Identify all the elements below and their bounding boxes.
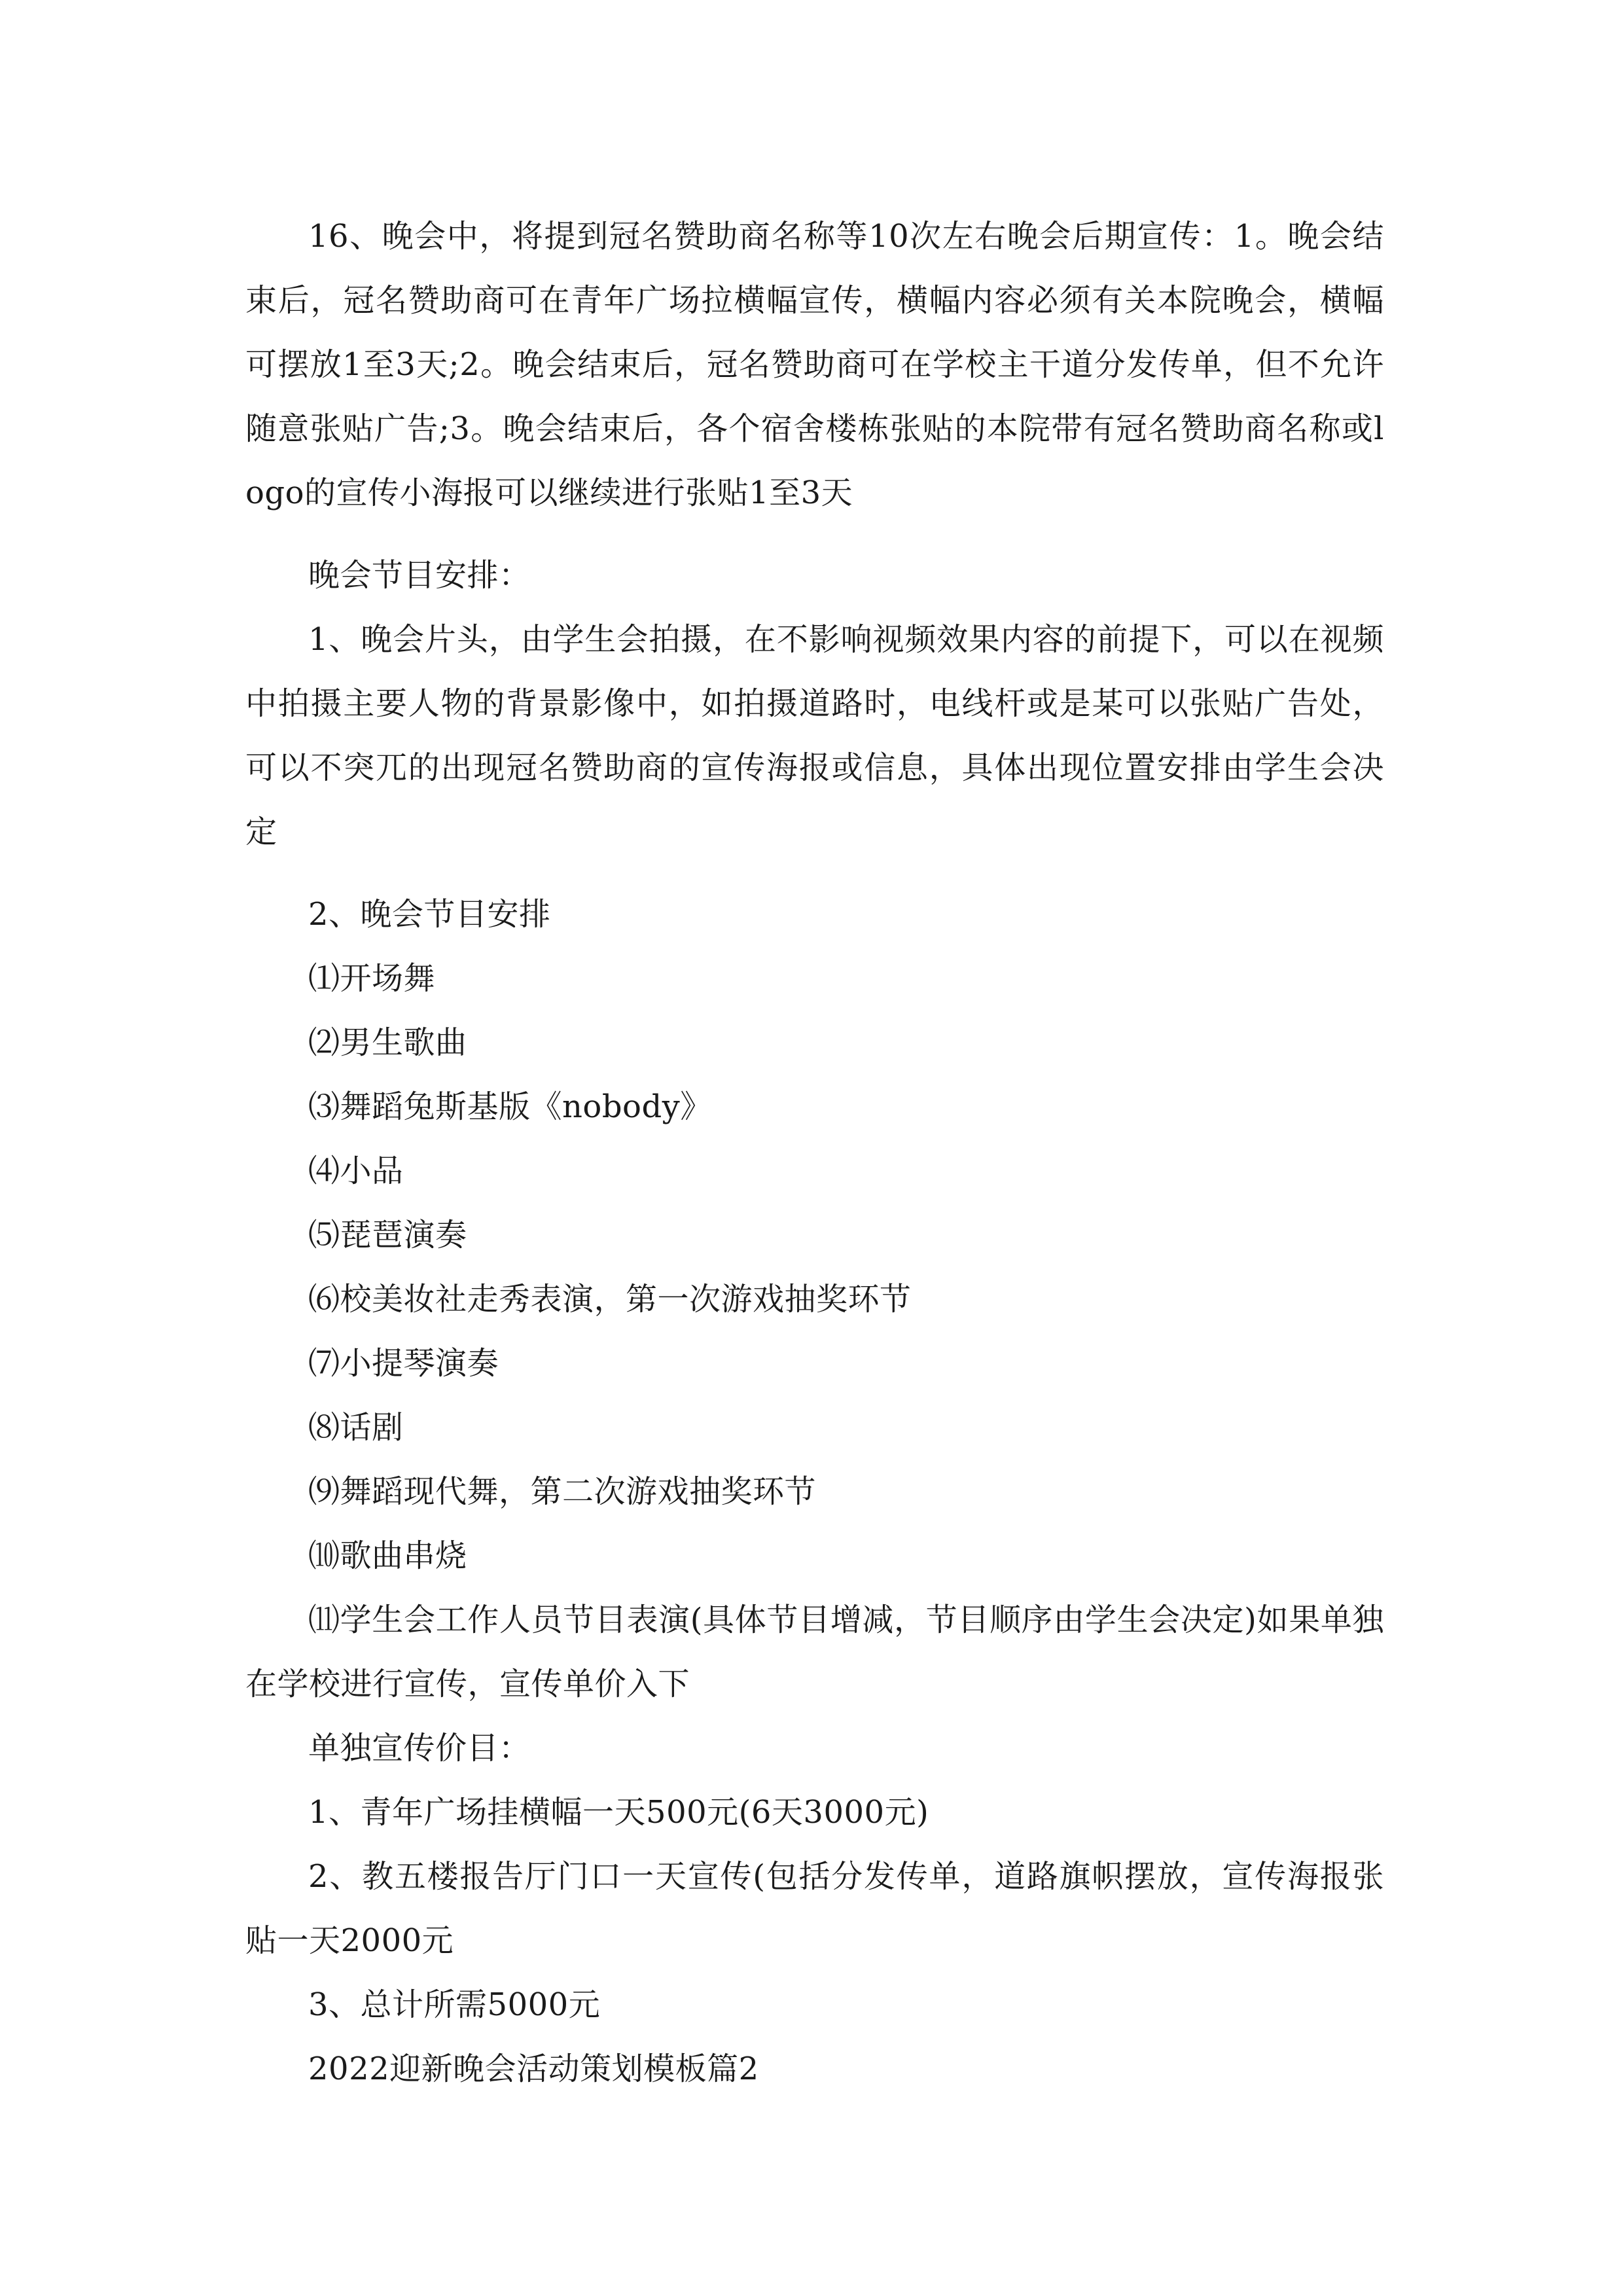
program-item: ⑸琵琶演奏 — [308, 1217, 467, 1253]
program-item: ⑹校美妆社走秀表演，第一次游戏抽奖环节 — [308, 1281, 912, 1318]
pricing-heading: 单独宣传价目： — [308, 1730, 531, 1767]
program-item: ⑻话剧 — [308, 1409, 404, 1446]
next-section-heading: 2022迎新晚会活动策划模板篇2 — [308, 2051, 759, 2087]
program-item: ⑵男生歌曲 — [308, 1024, 467, 1061]
pricing-item: 1、青年广场挂横幅一天500元(6天3000元) — [308, 1794, 929, 1831]
program-item-11-paragraph: ⑾学生会工作人员节目表演(具体节目增减，节目顺序由学生会决定)如果单独在学校进行宣传，宣传单价入下 — [245, 1602, 1384, 1702]
program-item: ⑺小提琴演奏 — [308, 1345, 499, 1382]
program-item: ⑽歌曲串烧 — [308, 1537, 467, 1574]
program-list-heading: 2、晚会节目安排 — [308, 896, 551, 933]
pricing-item: 3、总计所需5000元 — [308, 1986, 601, 2023]
program-item: ⑼舞蹈现代舞，第二次游戏抽奖环节 — [308, 1473, 817, 1510]
program-item: ⑶舞蹈兔斯基版《nobody》 — [308, 1088, 712, 1125]
pricing-item: 2、教五楼报告厅门口一天宣传(包括分发传单，道路旗帜摆放，宣传海报张贴一天2000元 — [245, 1858, 1384, 1959]
document-body — [245, 204, 1384, 2101]
opening-video-paragraph: 1、晚会片头，由学生会拍摄，在不影响视频效果内容的前提下，可以在视频中拍摄主要人物的背景影像中，如拍摄道路时，电线杆或是某可以张贴广告处，可以不突兀的出现冠名赞助商的宣传海报或信息，具体出现位置安排由学生会决定 — [245, 621, 1384, 850]
program-arrangement-heading: 晚会节目安排： — [308, 557, 531, 594]
sponsor-promotion-paragraph: 16、晚会中，将提到冠名赞助商名称等10次左右晚会后期宣传：1。晚会结束后，冠名赞助商可在青年广场拉横幅宣传，横幅内容必须有关本院晚会，横幅可摆放1至3天;2。晚会结束后，冠名赞助商可在学校主干道分发传单，但不允许随意张贴广告;3。晚会结束后，各个宿舍楼栋张贴的本院带有冠名赞助商名称或logo的宣传小海报可以继续进行张贴1至3天 — [245, 218, 1384, 511]
program-item: ⑴开场舞 — [308, 960, 436, 997]
program-item: ⑷小品 — [308, 1153, 404, 1189]
